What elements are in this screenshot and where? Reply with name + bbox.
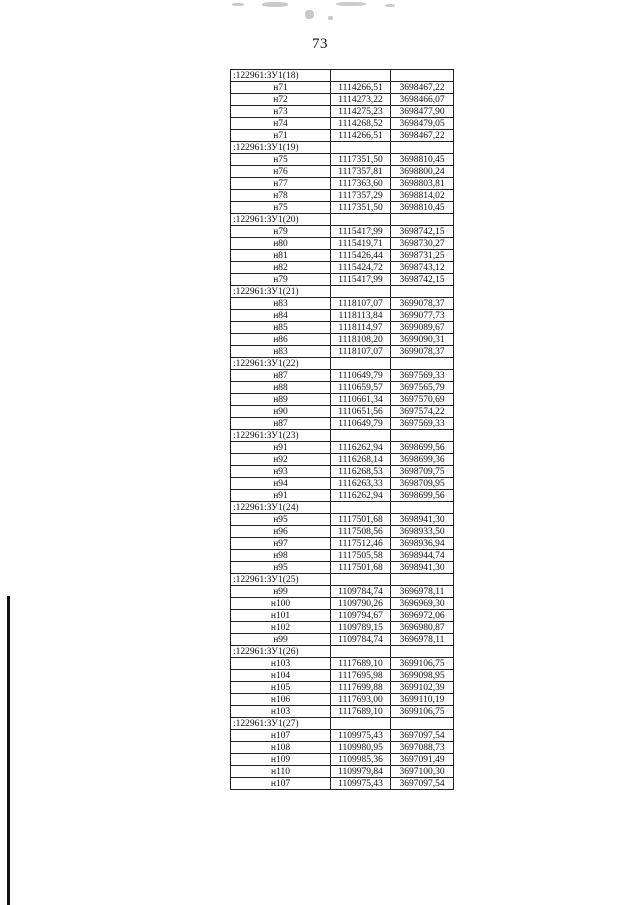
- table-row: [231, 694, 454, 706]
- table-row: [231, 586, 454, 598]
- table-row: [231, 94, 454, 106]
- point-id: н86: [231, 334, 331, 346]
- table-row: [231, 178, 454, 190]
- coord-y: 3698466,07: [391, 94, 454, 106]
- coord-y: 3696980,87: [391, 622, 454, 634]
- point-id: н71: [231, 82, 331, 94]
- point-id: н78: [231, 190, 331, 202]
- point-id: н75: [231, 154, 331, 166]
- coord-x: 1115417,99: [331, 226, 391, 238]
- coord-y: 3699078,37: [391, 346, 454, 358]
- point-id: н76: [231, 166, 331, 178]
- coord-y: 3699110,19: [391, 694, 454, 706]
- point-id: н95: [231, 514, 331, 526]
- coord-x: 1110651,56: [331, 406, 391, 418]
- parcel-header-row: [231, 214, 454, 226]
- coord-y: 3697097,54: [391, 778, 454, 790]
- coord-y: 3698479,05: [391, 118, 454, 130]
- page-number: 73: [312, 36, 328, 52]
- coord-y: 3698803,81: [391, 178, 454, 190]
- scan-margin-bar: [7, 596, 10, 905]
- coord-y: 3698810,45: [391, 154, 454, 166]
- coord-x: 1110659,57: [331, 382, 391, 394]
- coord-y: 3697565,79: [391, 382, 454, 394]
- point-id: н107: [231, 778, 331, 790]
- blank-x-cell: [331, 286, 391, 298]
- coord-y: 3697569,33: [391, 370, 454, 382]
- parcel-id: :122961:ЗУ1(23): [231, 430, 331, 442]
- point-id: н105: [231, 682, 331, 694]
- coord-x: 1109784,74: [331, 634, 391, 646]
- coord-x: 1116263,33: [331, 478, 391, 490]
- parcel-header-row: [231, 286, 454, 298]
- coord-x: 1115419,71: [331, 238, 391, 250]
- coord-y: 3698730,27: [391, 238, 454, 250]
- coord-x: 1115417,99: [331, 274, 391, 286]
- coord-x: 1109979,84: [331, 766, 391, 778]
- coord-y: 3697574,22: [391, 406, 454, 418]
- coord-x: 1117699,88: [331, 682, 391, 694]
- coord-x: 1109789,15: [331, 622, 391, 634]
- point-id: н87: [231, 418, 331, 430]
- table-row: [231, 550, 454, 562]
- coord-x: 1117505,58: [331, 550, 391, 562]
- coord-x: 1109790,26: [331, 598, 391, 610]
- coord-y: 3696972,06: [391, 610, 454, 622]
- parcel-id: :122961:ЗУ1(21): [231, 286, 331, 298]
- coord-x: 1109784,74: [331, 586, 391, 598]
- coord-y: 3698731,25: [391, 250, 454, 262]
- coord-y: 3698699,56: [391, 490, 454, 502]
- coord-x: 1109980,95: [331, 742, 391, 754]
- coord-x: 1114273,22: [331, 94, 391, 106]
- point-id: н99: [231, 586, 331, 598]
- coordinates-table-body: [231, 70, 454, 790]
- blank-x-cell: [331, 214, 391, 226]
- coord-x: 1117689,10: [331, 658, 391, 670]
- table-row: [231, 418, 454, 430]
- point-id: н95: [231, 562, 331, 574]
- coord-y: 3699089,67: [391, 322, 454, 334]
- coord-y: 3699102,39: [391, 682, 454, 694]
- blank-x-cell: [331, 718, 391, 730]
- parcel-id: :122961:ЗУ1(20): [231, 214, 331, 226]
- parcel-id: :122961:ЗУ1(18): [231, 70, 331, 82]
- point-id: н71: [231, 130, 331, 142]
- coord-x: 1118114,97: [331, 322, 391, 334]
- table-row: [231, 730, 454, 742]
- coord-y: 3697097,54: [391, 730, 454, 742]
- coord-y: 3698936,94: [391, 538, 454, 550]
- point-id: н89: [231, 394, 331, 406]
- scan-artifact: [385, 4, 395, 7]
- table-row: [231, 130, 454, 142]
- coord-x: 1116262,94: [331, 490, 391, 502]
- coord-y: 3698743,12: [391, 262, 454, 274]
- table-row: [231, 490, 454, 502]
- parcel-header-row: [231, 646, 454, 658]
- point-id: н98: [231, 550, 331, 562]
- table-row: [231, 154, 454, 166]
- coord-y: 3696978,11: [391, 586, 454, 598]
- scan-artifact: [336, 2, 366, 6]
- blank-x-cell: [331, 142, 391, 154]
- coord-y: 3698699,56: [391, 442, 454, 454]
- blank-y-cell: [391, 70, 454, 82]
- coord-y: 3699098,95: [391, 670, 454, 682]
- coord-y: 3698941,30: [391, 514, 454, 526]
- coord-y: 3698742,15: [391, 226, 454, 238]
- coord-y: 3697570,69: [391, 394, 454, 406]
- coord-x: 1117512,46: [331, 538, 391, 550]
- blank-y-cell: [391, 646, 454, 658]
- coord-y: 3699106,75: [391, 706, 454, 718]
- scan-artifact: [232, 3, 244, 6]
- coord-x: 1116268,53: [331, 466, 391, 478]
- parcel-id: :122961:ЗУ1(22): [231, 358, 331, 370]
- table-row: [231, 598, 454, 610]
- blank-x-cell: [331, 502, 391, 514]
- point-id: н110: [231, 766, 331, 778]
- coord-y: 3697091,49: [391, 754, 454, 766]
- coord-y: 3698933,50: [391, 526, 454, 538]
- table-row: [231, 766, 454, 778]
- point-id: н96: [231, 526, 331, 538]
- table-row: [231, 250, 454, 262]
- coord-y: 3698709,75: [391, 466, 454, 478]
- point-id: н92: [231, 454, 331, 466]
- point-id: н101: [231, 610, 331, 622]
- table-row: [231, 742, 454, 754]
- coord-y: 3698800,24: [391, 166, 454, 178]
- point-id: н81: [231, 250, 331, 262]
- table-row: [231, 622, 454, 634]
- coord-x: 1109975,43: [331, 730, 391, 742]
- table-row: [231, 262, 454, 274]
- table-row: [231, 82, 454, 94]
- table-row: [231, 442, 454, 454]
- parcel-header-row: [231, 574, 454, 586]
- scan-artifact: [328, 16, 333, 20]
- parcel-header-row: [231, 70, 454, 82]
- coord-x: 1117689,10: [331, 706, 391, 718]
- point-id: н82: [231, 262, 331, 274]
- coord-y: 3698944,74: [391, 550, 454, 562]
- blank-y-cell: [391, 574, 454, 586]
- table-row: [231, 406, 454, 418]
- coord-y: 3699106,75: [391, 658, 454, 670]
- parcel-id: :122961:ЗУ1(25): [231, 574, 331, 586]
- table-row: [231, 478, 454, 490]
- point-id: н83: [231, 346, 331, 358]
- table-row: [231, 322, 454, 334]
- blank-x-cell: [331, 430, 391, 442]
- blank-x-cell: [331, 574, 391, 586]
- coord-y: 3698709,95: [391, 478, 454, 490]
- blank-y-cell: [391, 142, 454, 154]
- table-row: [231, 334, 454, 346]
- coord-y: 3699090,31: [391, 334, 454, 346]
- parcel-header-row: [231, 502, 454, 514]
- parcel-header-row: [231, 718, 454, 730]
- parcel-id: :122961:ЗУ1(24): [231, 502, 331, 514]
- point-id: н93: [231, 466, 331, 478]
- coord-x: 1109975,43: [331, 778, 391, 790]
- scan-artifact: [305, 10, 314, 19]
- parcel-id: :122961:ЗУ1(27): [231, 718, 331, 730]
- coord-y: 3697088,73: [391, 742, 454, 754]
- coord-x: 1114266,51: [331, 130, 391, 142]
- coord-y: 3697569,33: [391, 418, 454, 430]
- coord-y: 3696969,30: [391, 598, 454, 610]
- coord-y: 3698814,02: [391, 190, 454, 202]
- table-row: [231, 778, 454, 790]
- coord-x: 1117501,68: [331, 514, 391, 526]
- coord-y: 3698467,22: [391, 130, 454, 142]
- table-row: [231, 238, 454, 250]
- coord-y: 3698467,22: [391, 82, 454, 94]
- point-id: н88: [231, 382, 331, 394]
- table-row: [231, 382, 454, 394]
- coord-x: 1116268,14: [331, 454, 391, 466]
- coord-x: 1117357,29: [331, 190, 391, 202]
- point-id: н91: [231, 442, 331, 454]
- point-id: н75: [231, 202, 331, 214]
- coord-x: 1110661,34: [331, 394, 391, 406]
- coord-y: 3698477,90: [391, 106, 454, 118]
- coord-x: 1117501,68: [331, 562, 391, 574]
- coord-x: 1110649,79: [331, 418, 391, 430]
- coord-y: 3699078,37: [391, 298, 454, 310]
- table-row: [231, 658, 454, 670]
- coord-x: 1117508,56: [331, 526, 391, 538]
- point-id: н106: [231, 694, 331, 706]
- coord-x: 1118108,20: [331, 334, 391, 346]
- point-id: н77: [231, 178, 331, 190]
- table-row: [231, 202, 454, 214]
- coord-y: 3697100,30: [391, 766, 454, 778]
- blank-y-cell: [391, 718, 454, 730]
- coord-x: 1117363,60: [331, 178, 391, 190]
- table-row: [231, 682, 454, 694]
- point-id: н97: [231, 538, 331, 550]
- coord-y: 3698742,15: [391, 274, 454, 286]
- point-id: н72: [231, 94, 331, 106]
- table-row: [231, 346, 454, 358]
- table-row: [231, 118, 454, 130]
- point-id: н108: [231, 742, 331, 754]
- coord-x: 1118113,84: [331, 310, 391, 322]
- coord-x: 1118107,07: [331, 298, 391, 310]
- blank-x-cell: [331, 358, 391, 370]
- coord-x: 1114275,23: [331, 106, 391, 118]
- table-row: [231, 370, 454, 382]
- coord-x: 1109985,36: [331, 754, 391, 766]
- point-id: н103: [231, 658, 331, 670]
- table-row: [231, 394, 454, 406]
- point-id: н83: [231, 298, 331, 310]
- point-id: н107: [231, 730, 331, 742]
- blank-x-cell: [331, 646, 391, 658]
- coord-x: 1117695,98: [331, 670, 391, 682]
- point-id: н99: [231, 634, 331, 646]
- parcel-id: :122961:ЗУ1(19): [231, 142, 331, 154]
- point-id: н103: [231, 706, 331, 718]
- point-id: н102: [231, 622, 331, 634]
- coord-x: 1109794,67: [331, 610, 391, 622]
- table-row: [231, 538, 454, 550]
- table-row: [231, 754, 454, 766]
- table-row: [231, 562, 454, 574]
- point-id: н84: [231, 310, 331, 322]
- point-id: н74: [231, 118, 331, 130]
- point-id: н94: [231, 478, 331, 490]
- blank-y-cell: [391, 358, 454, 370]
- point-id: н79: [231, 226, 331, 238]
- point-id: н85: [231, 322, 331, 334]
- coord-x: 1115426,44: [331, 250, 391, 262]
- table-row: [231, 190, 454, 202]
- table-row: [231, 466, 454, 478]
- blank-x-cell: [331, 70, 391, 82]
- point-id: н73: [231, 106, 331, 118]
- coord-x: 1117351,50: [331, 154, 391, 166]
- point-id: н87: [231, 370, 331, 382]
- point-id: н104: [231, 670, 331, 682]
- table-row: [231, 274, 454, 286]
- table-row: [231, 106, 454, 118]
- blank-y-cell: [391, 430, 454, 442]
- parcel-id: :122961:ЗУ1(26): [231, 646, 331, 658]
- point-id: н90: [231, 406, 331, 418]
- table-row: [231, 706, 454, 718]
- coord-x: 1117351,50: [331, 202, 391, 214]
- table-row: [231, 526, 454, 538]
- coord-x: 1115424,72: [331, 262, 391, 274]
- parcel-header-row: [231, 430, 454, 442]
- coord-x: 1110649,79: [331, 370, 391, 382]
- table-row: [231, 610, 454, 622]
- scan-artifact: [262, 2, 288, 7]
- table-row: [231, 454, 454, 466]
- point-id: н80: [231, 238, 331, 250]
- point-id: н100: [231, 598, 331, 610]
- table-row: [231, 298, 454, 310]
- parcel-header-row: [231, 358, 454, 370]
- table-row: [231, 310, 454, 322]
- coord-x: 1117693,00: [331, 694, 391, 706]
- point-id: н91: [231, 490, 331, 502]
- table-row: [231, 514, 454, 526]
- point-id: н79: [231, 274, 331, 286]
- coordinates-table: [230, 69, 454, 790]
- coord-y: 3698699,36: [391, 454, 454, 466]
- coord-y: 3696978,11: [391, 634, 454, 646]
- coord-y: 3699077,73: [391, 310, 454, 322]
- table-row: [231, 670, 454, 682]
- blank-y-cell: [391, 214, 454, 226]
- parcel-header-row: [231, 142, 454, 154]
- table-row: [231, 634, 454, 646]
- coord-y: 3698810,45: [391, 202, 454, 214]
- table-row: [231, 226, 454, 238]
- coord-x: 1117357,81: [331, 166, 391, 178]
- blank-y-cell: [391, 502, 454, 514]
- coord-x: 1118107,07: [331, 346, 391, 358]
- coord-x: 1116262,94: [331, 442, 391, 454]
- coord-x: 1114266,51: [331, 82, 391, 94]
- coord-x: 1114268,52: [331, 118, 391, 130]
- blank-y-cell: [391, 286, 454, 298]
- table-row: [231, 166, 454, 178]
- point-id: н109: [231, 754, 331, 766]
- coord-y: 3698941,30: [391, 562, 454, 574]
